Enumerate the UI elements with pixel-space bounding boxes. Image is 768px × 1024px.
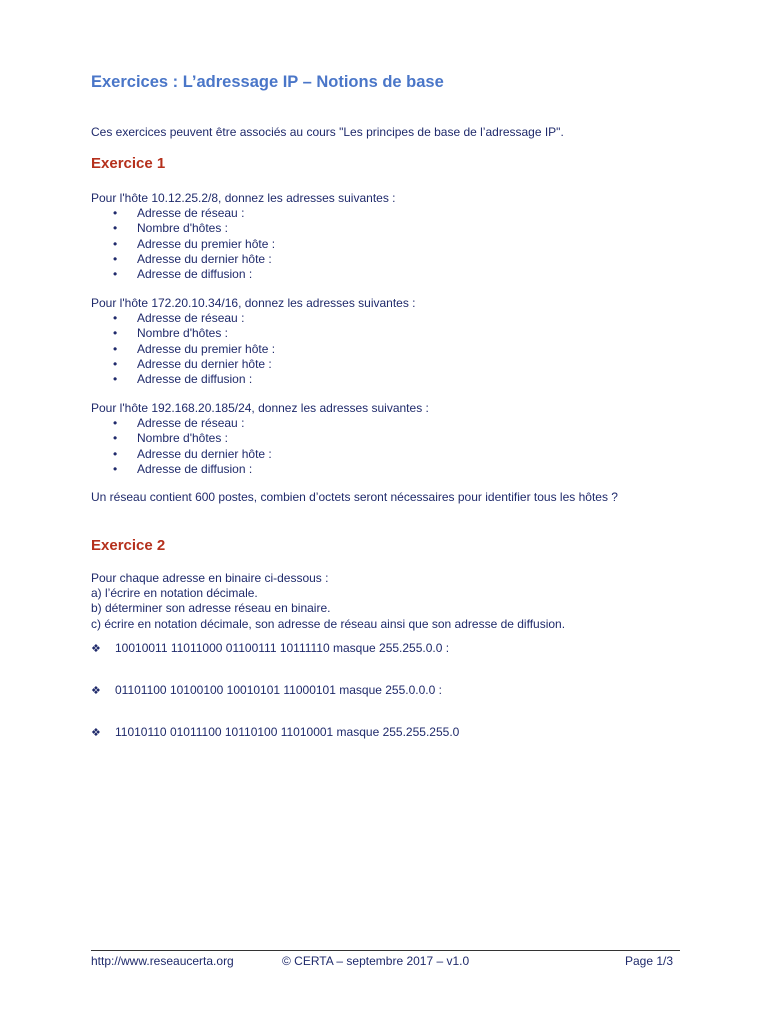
diamond-bullet-icon: ❖ <box>91 727 101 739</box>
group-prompt: Pour l'hôte 192.168.20.185/24, donnez les adresses suivantes : <box>91 401 429 415</box>
document-title: Exercices : L’adressage IP – Notions de base <box>91 73 444 91</box>
instruction-line: Pour chaque adresse en binaire ci-dessous : <box>91 571 329 585</box>
instruction-line: a) l’écrire en notation décimale. <box>91 586 258 601</box>
list-item: • Adresse du premier hôte : <box>91 342 416 357</box>
list-item: • Nombre d'hôtes : <box>91 221 396 236</box>
exercise-1-group-2 <box>91 296 416 387</box>
list-item: • Nombre d'hôtes : <box>91 431 429 446</box>
list-item: • Adresse de diffusion : <box>91 462 429 477</box>
group-prompt: Pour l'hôte 172.20.10.34/16, donnez les adresses suivantes : <box>91 296 416 310</box>
footer-url-link[interactable]: http://www.reseaucerta.org <box>91 954 234 968</box>
footer-copyright: © CERTA – septembre 2017 – v1.0 <box>282 954 470 968</box>
address-list <box>91 311 416 387</box>
instruction-line: b) déterminer son adresse réseau en binaire. <box>91 601 331 616</box>
binary-address-item <box>91 683 442 697</box>
address-list <box>91 416 429 477</box>
list-item: • Adresse de diffusion : <box>91 267 396 282</box>
address-list <box>91 206 396 282</box>
exercise-2-instructions <box>91 571 565 632</box>
instruction-line: c) écrire en notation décimale, son adresse de réseau ainsi que son adresse de diffusion. <box>91 616 566 631</box>
exercise-1-group-3 <box>91 401 429 477</box>
list-item: • Adresse de réseau : <box>91 311 416 326</box>
exercise-1-heading: Exercice 1 <box>91 155 166 172</box>
binary-address-item <box>91 641 449 655</box>
exercise-1-question: Un réseau contient 600 postes, combien d’octets seront nécessaires pour identifier tous les hôtes ? <box>91 490 618 504</box>
diamond-bullet-icon: ❖ <box>91 643 101 655</box>
list-item: • Adresse de diffusion : <box>91 372 416 387</box>
group-prompt: Pour l'hôte 10.12.25.2/8, donnez les adresses suivantes : <box>91 191 396 205</box>
diamond-bullet-icon: ❖ <box>91 685 101 697</box>
exercise-2-heading: Exercice 2 <box>91 537 166 554</box>
list-item: • Adresse du premier hôte : <box>91 237 396 252</box>
footer-page-number: Page 1/3 <box>625 954 674 968</box>
footer-divider <box>91 950 680 951</box>
list-item: • Adresse de réseau : <box>91 416 429 431</box>
intro-text: Ces exercices peuvent être associés au cours "Les principes de base de l’adressage IP". <box>91 125 564 139</box>
list-item: • Nombre d'hôtes : <box>91 326 416 341</box>
binary-address-text: 11010110 01011100 10110100 11010001 masque 255.255.255.0 <box>115 725 460 739</box>
exercise-1-group-1 <box>91 191 396 282</box>
binary-address-text: 10010011 11011000 01100111 10111110 masque 255.255.0.0 : <box>115 641 450 655</box>
binary-address-item <box>91 725 459 739</box>
list-item: • Adresse du dernier hôte : <box>91 252 396 267</box>
list-item: • Adresse du dernier hôte : <box>91 447 429 462</box>
list-item: • Adresse de réseau : <box>91 206 396 221</box>
binary-address-text: 01101100 10100100 10010101 11000101 masque 255.0.0.0 : <box>115 683 442 697</box>
list-item: • Adresse du dernier hôte : <box>91 357 416 372</box>
